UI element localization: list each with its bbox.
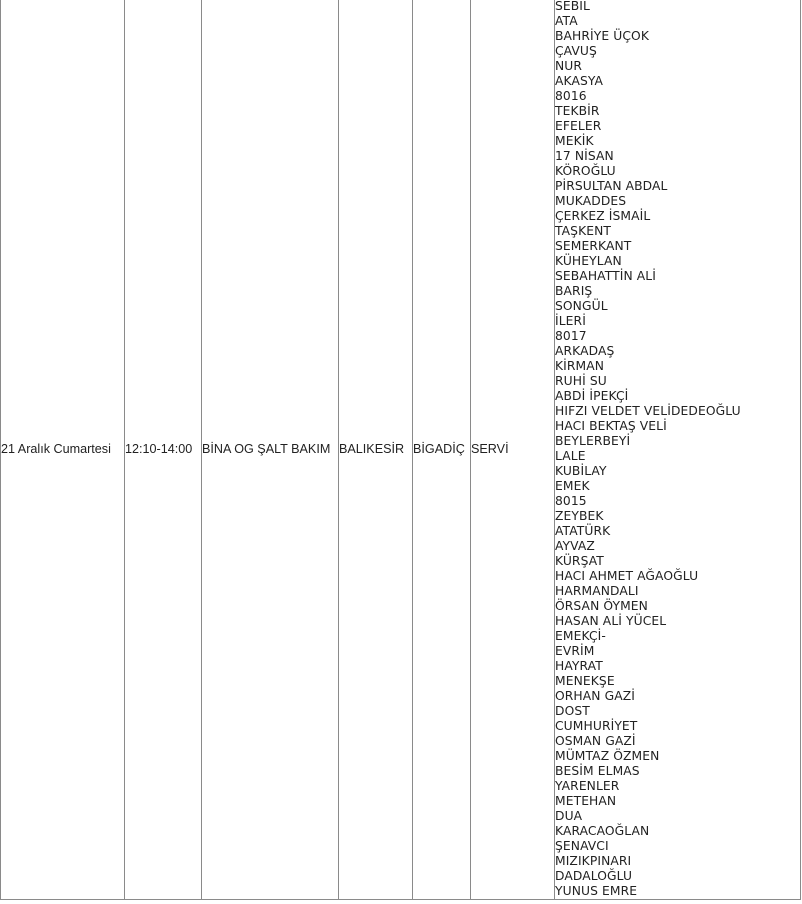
neighborhood-cell: SERVİ [471,0,555,900]
street-item: SEBAHATTİN ALİ [555,269,656,283]
street-item: ÇERKEZ İSMAİL [555,209,651,223]
street-item: DADALOĞLU [555,869,633,883]
street-item: İLERİ [555,314,586,328]
street-item: MUKADDES [555,194,627,208]
street-item: DOST [555,704,590,718]
street-item: KUBİLAY [555,464,607,478]
street-item: SONGÜL [555,299,608,313]
street-item: YARENLER [555,779,620,793]
street-item: PİRSULTAN ABDAL [555,179,668,193]
work-type-cell: BİNA OG ŞALT BAKIM [202,0,339,900]
street-item: CUMHURİYET [555,719,638,733]
street-item: LALE [555,449,586,463]
street-item: AKASYA [555,74,604,88]
street-item: KARACAOĞLAN [555,824,650,838]
street-item: KÖROĞLU [555,164,616,178]
street-item: HASAN ALİ YÜCEL [555,614,667,628]
street-item: 17 NİSAN [555,149,614,163]
street-item: EFELER [555,119,602,133]
street-item: BAHRİYE ÜÇOK [555,29,649,43]
street-item: ZEYBEK [555,509,604,523]
street-item: ÖRSAN ÖYMEN [555,599,648,613]
street-item: METEHAN [555,794,617,808]
street-item: ŞENAVCI [555,839,609,853]
street-item: RUHİ SU [555,374,607,388]
city-cell: BALIKESİR [339,0,413,900]
street-item: TEKBİR [555,104,600,118]
street-item: HACI AHMET AĞAOĞLU [555,569,699,583]
street-item: YUNUS EMRE [555,884,638,898]
street-list [555,0,800,899]
street-item: MENEKŞE [555,674,615,688]
street-item: ATA [555,14,578,28]
street-item: BARIŞ [555,284,593,298]
street-item: KİRMAN [555,359,605,373]
street-item: SEMERKANT [555,239,632,253]
time-cell: 12:10-14:00 [125,0,202,900]
street-item: BESİM ELMAS [555,764,640,778]
street-item: MÜMTAZ ÖZMEN [555,749,660,763]
street-item: EMEK [555,479,590,493]
street-item: KÜRŞAT [555,554,604,568]
street-item: HAYRAT [555,659,603,673]
street-item: 8016 [555,89,587,103]
street-item: ORHAN GAZİ [555,689,635,703]
street-item: OSMAN GAZİ [555,734,636,748]
street-item: MEKİK [555,134,594,148]
street-item: BEYLERBEYİ [555,434,631,448]
street-item: EMEKÇİ- [555,629,606,643]
date-cell: 21 Aralık Cumartesi [1,0,125,900]
street-item: SEBİL [555,0,590,13]
street-item: NUR [555,59,583,73]
street-item: 8017 [555,329,587,343]
street-item: ARKADAŞ [555,344,615,358]
street-item: ÇAVUŞ [555,44,597,58]
streets-cell [555,0,801,900]
street-item: MIZIKPINARI [555,854,632,868]
street-item: HIFZI VELDET VELİDEDEOĞLU [555,404,741,418]
street-item: ATATÜRK [555,524,611,538]
table-row [1,0,801,900]
street-item: EVRİM [555,644,595,658]
street-item: KÜHEYLAN [555,254,622,268]
district-cell: BİGADİÇ [413,0,471,900]
street-item: ABDİ İPEKÇİ [555,389,629,403]
street-item: HARMANDALI [555,584,639,598]
street-item: TAŞKENT [555,224,612,238]
street-item: AYVAZ [555,539,595,553]
street-item: DUA [555,809,583,823]
street-item: 8015 [555,494,587,508]
street-item: HACI BEKTAŞ VELİ [555,419,667,433]
